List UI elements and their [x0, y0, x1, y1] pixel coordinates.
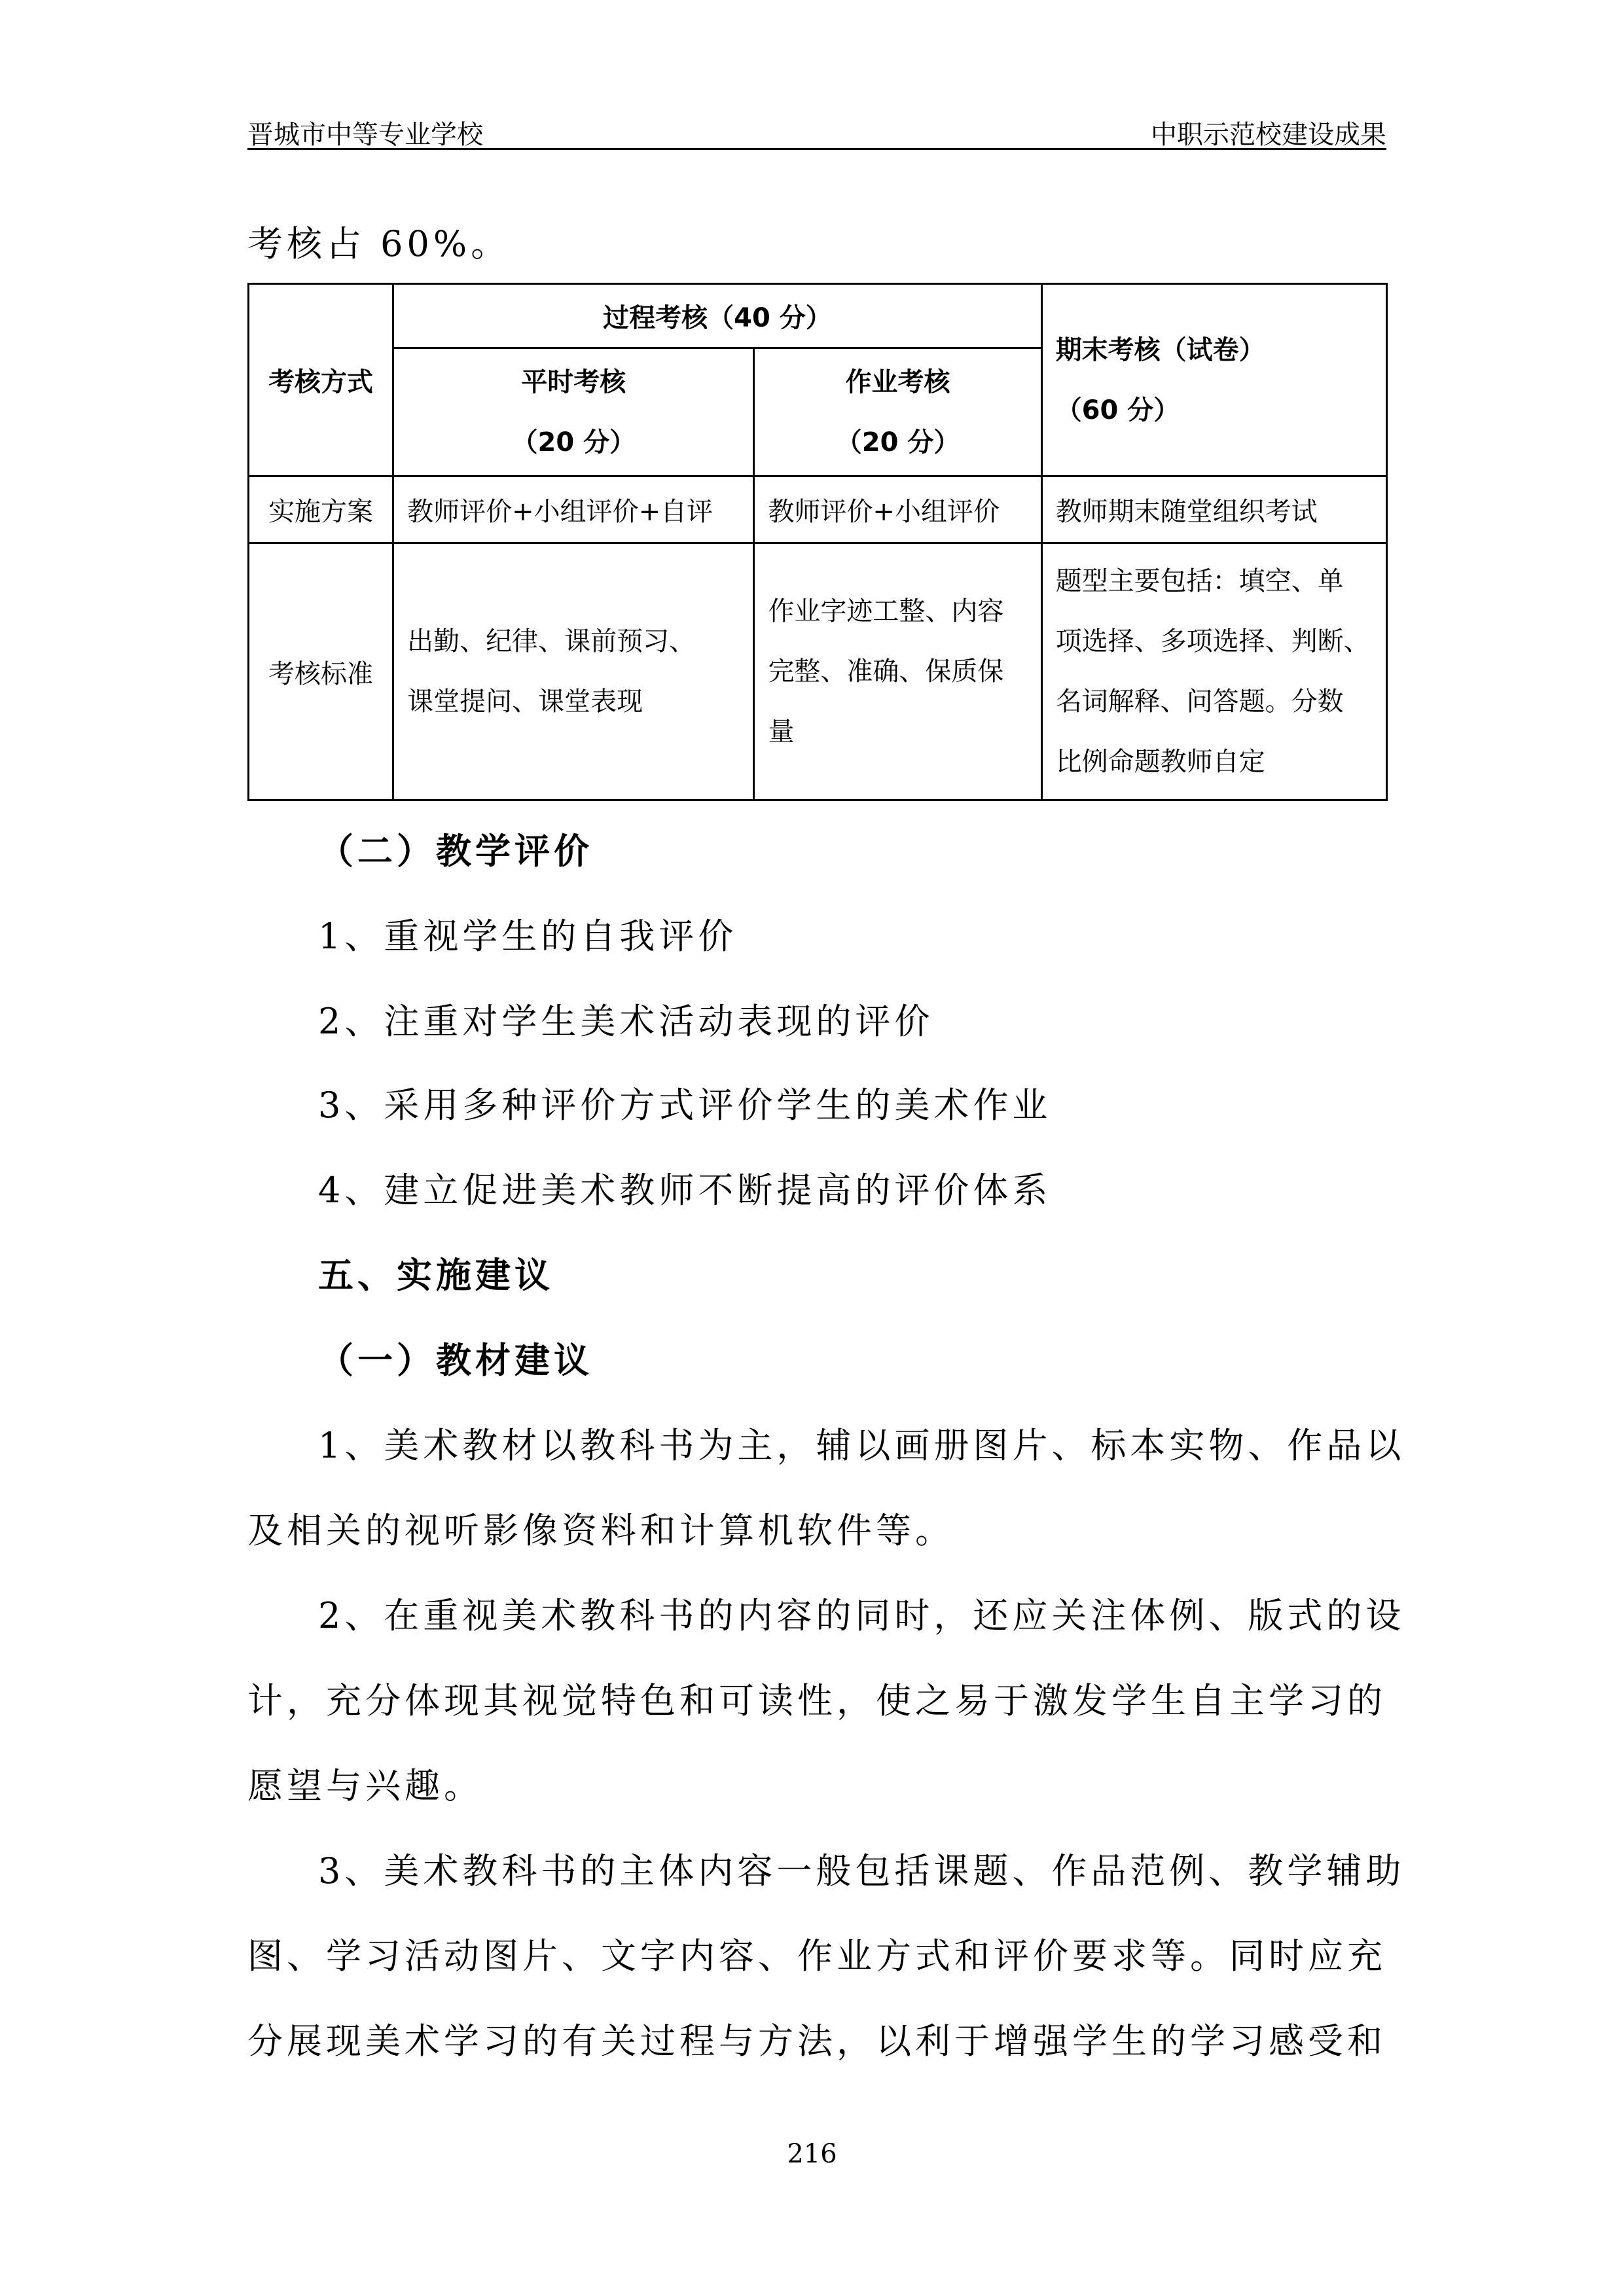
- standard-homework-line: 作业字迹工整、内容: [768, 596, 1004, 626]
- standard-usual-line: 课堂提问、课堂表现: [407, 687, 643, 717]
- body-line: 分展现美术学习的有关过程与方法，以利于增强学生的学习感受和: [247, 2020, 1386, 2062]
- header-school-name: 晋城市中等专业学校: [247, 120, 483, 150]
- usual-score: （20 分）: [511, 427, 636, 457]
- cell-homework-header: [754, 348, 1041, 476]
- body-line: 2、在重视美术教科书的内容的同时，还应关注体例、版式的设: [318, 1595, 1405, 1636]
- final-score: （60 分）: [1055, 395, 1180, 425]
- cell-usual-header: [393, 348, 754, 476]
- standard-final-line: 比例命题教师自定: [1055, 747, 1265, 777]
- cell-final-header: [1041, 284, 1386, 476]
- cell-standard-homework: [754, 543, 1041, 800]
- standard-usual-line: 出勤、纪律、课前预习、: [407, 626, 696, 656]
- cell-plan-final: 教师期末随堂组织考试: [1041, 476, 1386, 543]
- cell-standard-usual: [393, 543, 754, 800]
- section-eval-title: （二）教学评价: [318, 831, 593, 872]
- body-line: 3、美术教科书的主体内容一般包括课题、作品范例、教学辅助: [318, 1850, 1405, 1892]
- body-line: 及相关的视听影像资料和计算机软件等。: [247, 1510, 954, 1551]
- standard-final-line: 名词解释、问答题。分数: [1055, 687, 1344, 717]
- assessment-table: [247, 283, 1388, 801]
- section-five-title: 五、实施建议: [318, 1255, 554, 1296]
- cell-standard-final: [1041, 543, 1386, 800]
- eval-item: 2、注重对学生美术活动表现的评价: [318, 1001, 934, 1042]
- eval-item: 3、采用多种评价方式评价学生的美术作业: [318, 1085, 1052, 1126]
- body-line: 计，充分体现其视觉特色和可读性，使之易于激发学生自主学习的: [247, 1680, 1386, 1721]
- final-label: 期末考核（试卷）: [1055, 334, 1265, 365]
- section-five-subtitle: （一）教材建议: [318, 1340, 593, 1381]
- cell-method-label: 考核方式: [249, 284, 393, 476]
- standard-final-line: 题型主要包括：填空、单: [1055, 566, 1344, 596]
- homework-label: 作业考核: [845, 367, 950, 397]
- standard-final-line: 项选择、多项选择、判断、: [1055, 626, 1370, 656]
- cell-standard-label: 考核标准: [249, 543, 393, 800]
- usual-label: 平时考核: [521, 367, 626, 397]
- body-line: 愿望与兴趣。: [247, 1765, 483, 1806]
- page-number: 216: [787, 2139, 837, 2169]
- body-line: 图、学习活动图片、文字内容、作业方式和评价要求等。同时应充: [247, 1935, 1386, 1977]
- header-doc-title: 中职示范校建设成果: [1151, 120, 1386, 150]
- cell-plan-label: 实施方案: [249, 476, 393, 543]
- eval-item: 4、建立促进美术教师不断提高的评价体系: [318, 1170, 1052, 1211]
- standard-homework-line: 完整、准确、保质保: [768, 656, 1004, 687]
- intro-line: 考核占 60%。: [247, 223, 511, 264]
- homework-score: （20 分）: [835, 427, 960, 457]
- eval-item: 1、重视学生的自我评价: [318, 916, 738, 957]
- standard-homework-line: 量: [768, 717, 795, 747]
- cell-plan-usual: 教师评价+小组评价+自评: [393, 476, 754, 543]
- page-header: [247, 111, 1386, 150]
- cell-plan-homework: 教师评价+小组评价: [754, 476, 1041, 543]
- body-line: 1、美术教材以教科书为主，辅以画册图片、标本实物、作品以: [318, 1425, 1405, 1466]
- cell-process-label: 过程考核（40 分）: [393, 284, 1042, 348]
